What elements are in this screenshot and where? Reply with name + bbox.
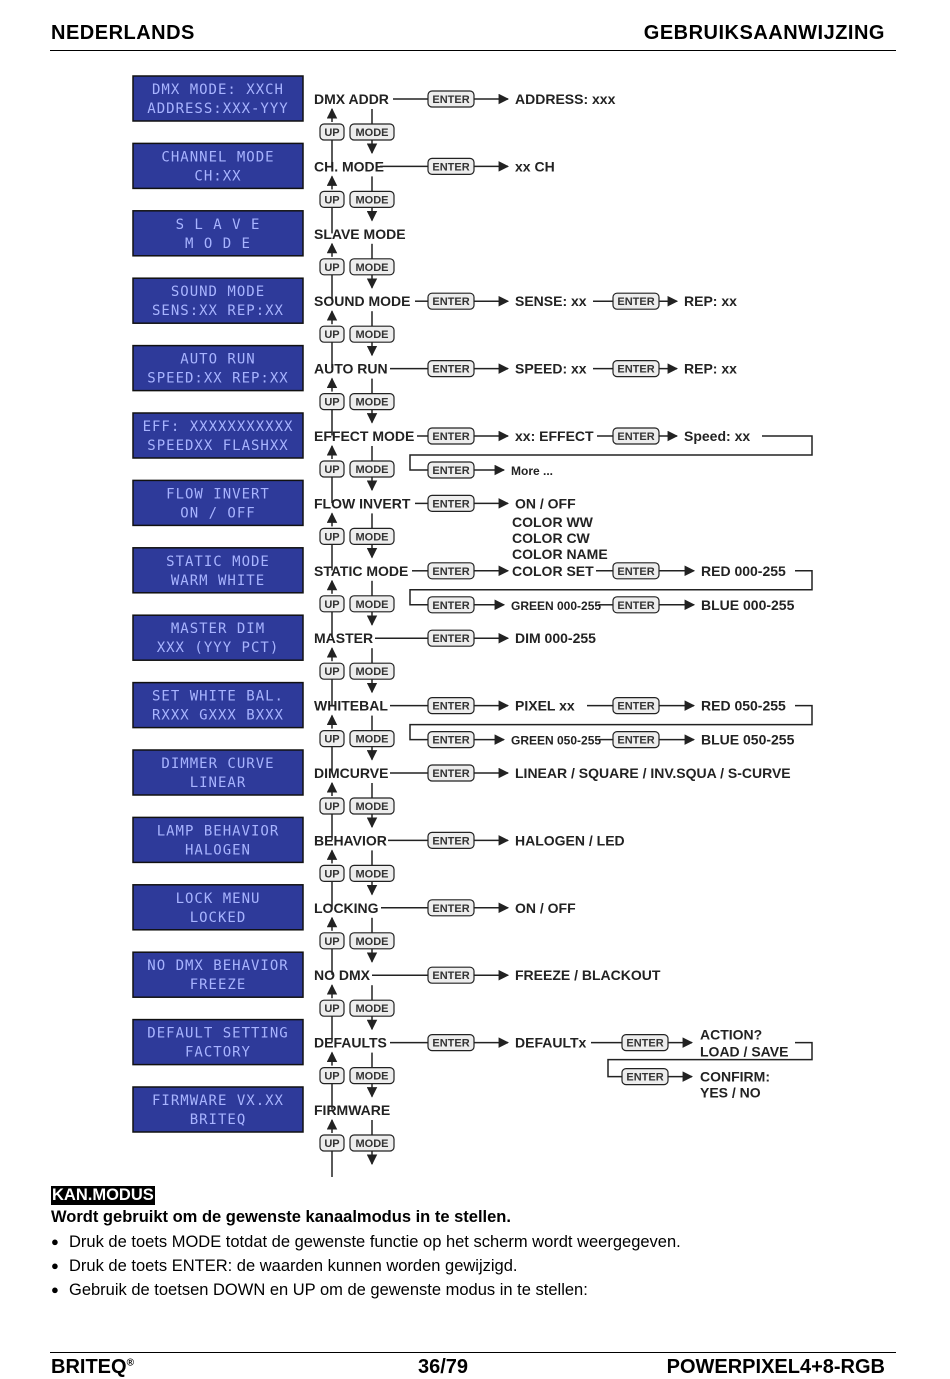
enter-key <box>428 361 474 377</box>
key-label: ENTER <box>432 700 470 713</box>
lcd-line: BRITEQ <box>189 1112 247 1128</box>
lcd-line: FIRMWARE VX.XX <box>151 1093 285 1109</box>
menu-item-label: EFFECT MODE <box>314 428 415 444</box>
key-label: ENTER <box>432 296 470 309</box>
up-key <box>320 596 344 612</box>
key-label: UP <box>324 801 340 813</box>
key-label: ENTER <box>432 902 470 915</box>
key-label: MODE <box>355 868 389 881</box>
key-label: ENTER <box>432 465 470 477</box>
lcd-line: ADDRESS:XXX-YYY <box>147 101 289 117</box>
enter-key <box>428 597 474 613</box>
lcd-line: LOCK MENU <box>175 890 261 907</box>
menu-value: RED 050-255 <box>701 697 786 714</box>
menu-value: COLOR CW <box>512 529 590 546</box>
section-lead: Wordt gebruikt om de gewenste kanaalmodus in te stellen. <box>51 1208 511 1226</box>
enter-key <box>428 967 474 983</box>
menu-item-label: FLOW INVERT <box>314 495 411 512</box>
bullet-item: ● Gebruik de toetsen DOWN en UP om de gewenste modus in te stellen: <box>51 1281 588 1300</box>
lcd-line: MASTER DIM <box>170 621 266 638</box>
key-label: UP <box>324 868 340 881</box>
up-key <box>320 933 344 949</box>
key-label: MODE <box>355 1070 389 1083</box>
menu-value: SPEED: xx <box>515 360 587 377</box>
key-label: MODE <box>355 666 389 679</box>
page-header-language: NEDERLANDS <box>51 22 195 44</box>
up-key <box>320 1135 344 1151</box>
menu-value: BLUE 050-255 <box>701 731 795 748</box>
lcd-line: NO DMX BEHAVIOR <box>147 958 289 975</box>
menu-item-label: WHITEBAL <box>314 697 388 714</box>
menu-value: GREEN 000-255 <box>511 598 602 613</box>
menu-item-label: STATIC MODE <box>314 562 409 579</box>
up-key <box>320 731 344 747</box>
menu-value: SENSE: xx <box>515 293 587 310</box>
menu-value: LOAD / SAVE <box>700 1043 789 1060</box>
enter-key <box>428 765 474 781</box>
key-label: MODE <box>355 261 389 274</box>
menu-value: COLOR NAME <box>512 545 608 562</box>
up-key <box>320 259 344 275</box>
key-label: MODE <box>355 329 389 342</box>
lcd-line: SOUND MODE <box>170 284 266 301</box>
menu-value: REP: xx <box>684 360 737 377</box>
lcd-line: DEFAULT SETTING <box>147 1025 289 1042</box>
key-label: UP <box>324 733 340 746</box>
lcd-line: DIMMER CURVE <box>161 756 275 772</box>
key-label: ENTER <box>432 161 470 174</box>
menu-item-label: SOUND MODE <box>314 293 411 310</box>
enter-key <box>428 293 474 309</box>
key-label: ENTER <box>617 363 655 376</box>
menu-value: DEFAULTx <box>515 1034 587 1051</box>
mode-key <box>350 596 394 612</box>
page-header-title: GEBRUIKSAANWIJZING <box>643 22 885 44</box>
enter-key <box>428 563 474 579</box>
key-label: ENTER <box>432 94 470 106</box>
menu-value: PIXEL xx <box>515 697 575 714</box>
mode-key <box>350 191 394 207</box>
menu-value: FREEZE / BLACKOUT <box>515 967 661 984</box>
footer-brand: BRITEQ® <box>51 1356 134 1378</box>
mode-key <box>350 933 394 949</box>
key-label: UP <box>324 127 340 139</box>
mode-key <box>350 528 394 544</box>
registered-mark: ® <box>126 1357 134 1369</box>
lcd-line: RXXX GXXX BXXX <box>151 707 285 724</box>
lcd-line: M O D E <box>184 235 252 252</box>
enter-key <box>428 428 474 444</box>
key-label: MODE <box>355 1138 389 1150</box>
lcd-line: AUTO RUN <box>180 351 256 368</box>
up-key <box>320 1068 344 1084</box>
lcd-line: CHANNEL MODE <box>161 149 275 166</box>
lcd-line: XXX (YYY PCT) <box>156 640 280 657</box>
enter-key <box>428 462 474 478</box>
bullet-item: ● Druk de toets ENTER: de waarden kunnen worden gewijzigd. <box>51 1257 518 1276</box>
lcd-line: LAMP BEHAVIOR <box>156 823 280 840</box>
menu-value: HALOGEN / LED <box>515 832 625 849</box>
key-label: MODE <box>355 194 389 207</box>
key-label: ENTER <box>617 565 655 578</box>
key-label: UP <box>324 194 340 207</box>
menu-value: BLUE 000-255 <box>701 596 795 613</box>
key-label: ENTER <box>432 431 470 443</box>
key-label: ENTER <box>617 734 655 747</box>
mode-key <box>350 326 394 342</box>
mode-key <box>350 461 394 477</box>
footer-model: POWERPIXEL4+8-RGB <box>666 1356 885 1378</box>
up-key <box>320 528 344 544</box>
enter-key <box>428 732 474 748</box>
enter-key <box>428 900 474 916</box>
menu-value: DIM 000-255 <box>515 630 596 647</box>
menu-value: ACTION? <box>700 1026 763 1043</box>
key-label: MODE <box>355 531 389 544</box>
mode-key <box>350 865 394 881</box>
lcd-line: ON / OFF <box>180 505 256 522</box>
lcd-line: DMX MODE: XXCH <box>151 82 285 98</box>
menu-item-label: BEHAVIOR <box>314 832 387 849</box>
menu-value: YES / NO <box>700 1084 761 1101</box>
up-key <box>320 663 344 679</box>
menu-value: Speed: xx <box>684 428 751 444</box>
menu-value: xx CH <box>515 158 555 175</box>
menu-value: More ... <box>511 464 554 478</box>
enter-key <box>613 732 659 748</box>
menu-item-label: LOCKING <box>314 899 379 916</box>
key-label: MODE <box>355 396 389 409</box>
up-key <box>320 394 344 410</box>
enter-key <box>428 495 474 511</box>
lcd-line: SPEEDXX FLASHXX <box>147 438 289 454</box>
key-label: UP <box>324 396 340 409</box>
enter-key <box>428 698 474 714</box>
mode-key <box>350 124 394 140</box>
mode-key <box>350 731 394 747</box>
key-label: MODE <box>355 733 389 746</box>
up-key <box>320 326 344 342</box>
page-number: 36/79 <box>418 1356 469 1378</box>
enter-key <box>613 361 659 377</box>
key-label: ENTER <box>617 599 655 612</box>
up-key <box>320 461 344 477</box>
menu-value: xx: EFFECT <box>515 428 594 444</box>
section-tag: KAN.MODUS <box>52 1186 154 1204</box>
menu-item-label: MASTER <box>314 630 374 647</box>
lcd-line: FLOW INVERT <box>166 486 270 503</box>
enter-key <box>428 832 474 848</box>
up-key <box>320 191 344 207</box>
menu-item-label: AUTO RUN <box>314 360 388 377</box>
enter-key <box>428 158 474 174</box>
lcd-line: SENS:XX REP:XX <box>151 303 285 320</box>
mode-key <box>350 1000 394 1016</box>
key-label: UP <box>324 666 340 679</box>
key-label: UP <box>324 531 340 544</box>
key-label: UP <box>324 598 340 611</box>
menu-item-label: DEFAULTS <box>314 1034 387 1051</box>
footer-rule <box>50 1352 896 1353</box>
menu-value: REP: xx <box>684 293 737 310</box>
up-key <box>320 124 344 140</box>
enter-key <box>613 428 659 444</box>
lcd-line: EFF: XXXXXXXXXXX <box>142 419 294 435</box>
lcd-line: STATIC MODE <box>166 553 270 570</box>
enter-key <box>428 91 474 107</box>
key-label: MODE <box>355 801 389 813</box>
key-label: ENTER <box>626 1071 664 1084</box>
lcd-line: SET WHITE BAL. <box>151 688 285 705</box>
menu-value: GREEN 050-255 <box>511 733 602 748</box>
enter-key <box>622 1069 668 1085</box>
menu-value: RED 000-255 <box>701 562 786 579</box>
enter-key <box>613 563 659 579</box>
key-label: MODE <box>355 935 389 948</box>
key-label: ENTER <box>432 633 470 646</box>
key-label: ENTER <box>432 734 470 747</box>
menu-value: CONFIRM: <box>700 1068 770 1085</box>
key-label: UP <box>324 464 340 476</box>
lcd-line: WARM WHITE <box>170 572 266 589</box>
menu-value: ON / OFF <box>515 495 576 512</box>
up-key <box>320 865 344 881</box>
lcd-line: SPEED:XX REP:XX <box>147 370 289 387</box>
lcd-line: S L A V E <box>175 216 261 233</box>
key-label: MODE <box>355 127 389 139</box>
up-key <box>320 1000 344 1016</box>
menu-item-label: DMX ADDR <box>314 91 389 107</box>
menu-item-label: CH. MODE <box>314 158 384 175</box>
menu-item-label: FIRMWARE <box>314 1102 391 1118</box>
menu-value: COLOR SET <box>512 562 594 579</box>
mode-key <box>350 259 394 275</box>
key-label: ENTER <box>432 599 470 612</box>
key-label: ENTER <box>617 700 655 713</box>
menu-item-label: DIMCURVE <box>314 765 389 781</box>
lcd-line: CH:XX <box>194 168 242 185</box>
key-label: ENTER <box>626 1037 664 1050</box>
mode-key <box>350 1068 394 1084</box>
key-label: UP <box>324 1003 340 1016</box>
key-label: ENTER <box>432 1037 470 1050</box>
key-label: ENTER <box>432 565 470 578</box>
key-label: UP <box>324 1070 340 1083</box>
lcd-line: LOCKED <box>189 909 247 926</box>
key-label: UP <box>324 935 340 948</box>
key-label: ENTER <box>432 835 470 848</box>
key-label: ENTER <box>432 970 470 983</box>
key-label: UP <box>324 329 340 342</box>
enter-key <box>622 1035 668 1051</box>
enter-key <box>613 293 659 309</box>
mode-key <box>350 1135 394 1151</box>
lcd-line: HALOGEN <box>184 842 252 859</box>
enter-key <box>613 698 659 714</box>
key-label: MODE <box>355 464 389 476</box>
lcd-line: FACTORY <box>184 1044 252 1061</box>
key-label: ENTER <box>432 768 470 780</box>
bullet-item: ● Druk de toets MODE totdat de gewenste functie op het scherm wordt weergegeven. <box>51 1233 681 1252</box>
enter-key <box>428 630 474 646</box>
menu-item-label: SLAVE MODE <box>314 225 406 242</box>
key-label: MODE <box>355 598 389 611</box>
menu-item-label: NO DMX <box>314 967 370 984</box>
key-label: ENTER <box>432 498 470 511</box>
mode-key <box>350 798 394 814</box>
mode-key <box>350 394 394 410</box>
menu-value: ON / OFF <box>515 899 576 916</box>
key-label: ENTER <box>432 363 470 376</box>
mode-key <box>350 663 394 679</box>
enter-key <box>613 597 659 613</box>
key-label: ENTER <box>617 296 655 309</box>
key-label: ENTER <box>617 431 655 443</box>
up-key <box>320 798 344 814</box>
menu-value: COLOR WW <box>512 513 593 530</box>
menu-value: ADDRESS: xxx <box>515 91 616 107</box>
lcd-line: LINEAR <box>189 775 247 791</box>
menu-value: LINEAR / SQUARE / INV.SQUA / S-CURVE <box>515 765 791 781</box>
enter-key <box>428 1035 474 1051</box>
lcd-line: FREEZE <box>189 977 247 994</box>
key-label: UP <box>324 261 340 274</box>
key-label: UP <box>324 1138 340 1150</box>
key-label: MODE <box>355 1003 389 1016</box>
